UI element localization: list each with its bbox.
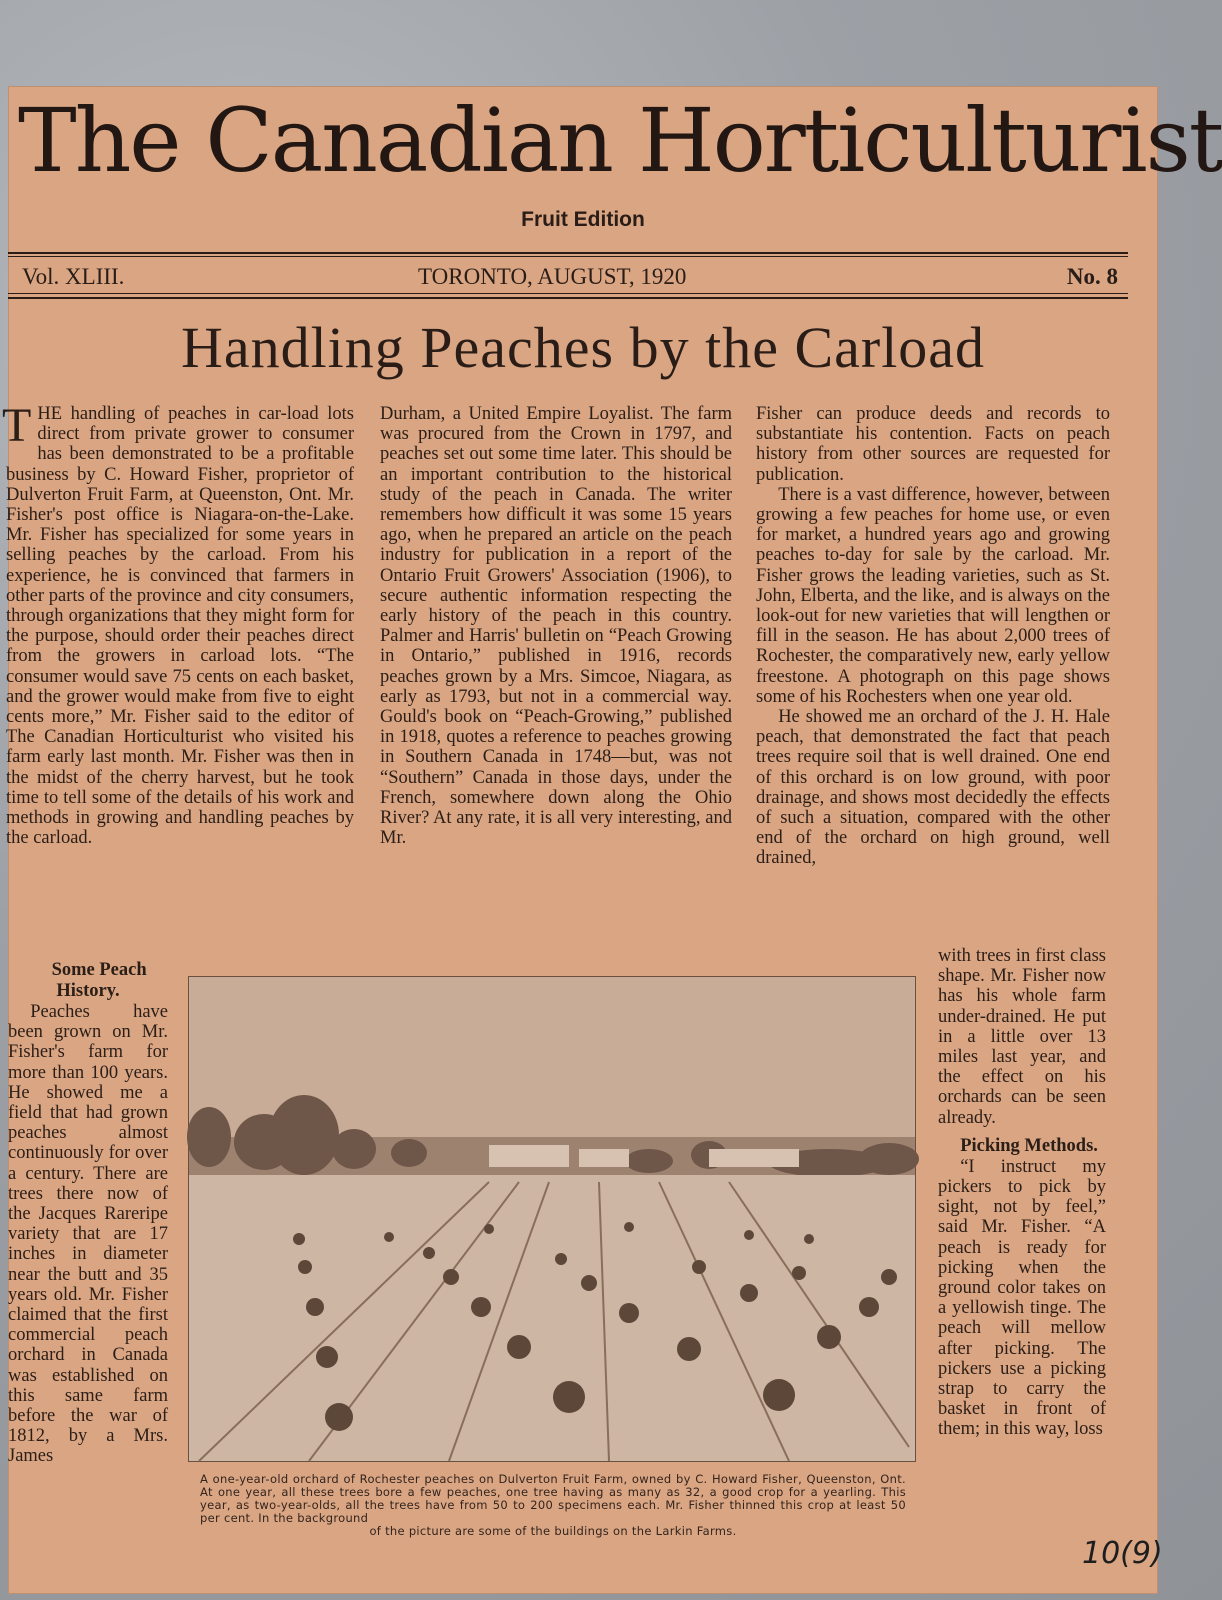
- rule-top: [8, 252, 1128, 254]
- rule-bottom-thin: [8, 293, 1128, 294]
- col3b-para-2: “I instruct my pickers to pick by sight, not by feel,” said Mr. Fisher. “A peach is ready for picking when the ground color takes on a yellowish tinge. The peach will mellow after picking. The pickers use a picking strap to carry the basket in front of them; in this way, loss: [938, 1156, 1106, 1440]
- col3-para-1: Fisher can produce deeds and records to substantiate his contention. Facts on peach history from other sources are requested for publication.: [756, 404, 1110, 485]
- col2-para-1: Durham, a United Empire Loyalist. The farm was procured from the Crown in 1797, and peaches set out some time later. This should be an important contribution to the historical study of the peach in Canada. The writer remembers how difficult it was some 15 years ago, when he prepared an article on the peach industry for publication in a report of the Ontario Fruit Growers' Association (1906), to secure authentic information respecting the early history of the peach in this country. Palmer and Harris' bulletin on “Peach Growing in Ontario,” published in 1916, records peaches grown by a Mrs. Simcoe, Niagara, as early as 1793, but not in a commercial way. Gould's book on “Peach-Growing,” published in 1918, quotes a reference to peaches growing in Southern Canada in 1748—but, was not “Southern” Canada in those days, under the French, somewhere down along the Ohio River? At any rate, it is all very interesting, and Mr.: [380, 404, 732, 849]
- photo-caption: [200, 1473, 906, 1538]
- col1-text: HE handling of peaches in car-load lots direct from private grower to consumer has been demonstrated to be a profitable business by C. Howard Fisher, proprietor of Dulverton Fruit Farm, at Queenston, Ont. Mr. Fisher's post office is Niagara-on-the-Lake. Mr. Fisher has specialized for some years in selling peaches by the carload. From his experience, he is convinced that farmers in other parts of the province and city consumers, through organizations that they might form for the purpose, should order their peaches direct from the growers in carload lots. “The consumer would save 75 cents on each basket, and the grower would make from five to eight cents more,” Mr. Fisher said to the editor of The Canadian Horticulturist who visited his farm early last month. Mr. Fisher was then in the midst of the cherry harvest, but he took time to tell some of the details of his work and methods in growing and handling peaches by the carload.: [6, 404, 354, 849]
- edition-label: Fruit Edition: [521, 208, 645, 231]
- issue-number: No. 8: [1066, 264, 1118, 289]
- col1b-para-1: Peaches have been grown on Mr. Fisher's farm for more than 100 years. He showed me a field that had grown peaches almost continuously for over a century. There are trees there now of the Jacques Rareripe variety that are 17 inches in diameter near the butt and 35 years old. Mr. Fisher claimed that the first commercial peach orchard in Canada was established on this same farm before the war of 1812, by a Mrs. James: [8, 1002, 168, 1467]
- subhead-peach-history: Some Peach History.: [51, 960, 147, 1001]
- orchard-illustration: [189, 977, 915, 1461]
- newspaper-clipping: [2, 86, 1222, 1594]
- column-3-lower: [938, 946, 1106, 1440]
- article-headline: Handling Peaches by the Carload: [180, 315, 986, 380]
- orchard-photograph: [188, 976, 916, 1462]
- pencil-annotation: 10(9): [1082, 1536, 1163, 1571]
- col3-para-2: There is a vast difference, however, between growing a few peaches for home use, or even for market, a hundred years ago and growing peaches to-day for sale by the carload. Mr. Fisher grows the leading varieties, such as St. John, Elberta, and the like, and is always on the look-out for new varieties that will lengthen or fill in the season. He has about 2,000 trees of Rochester, the comparatively new, early yellow freestone. A photograph on this page shows some of his Rochesters when one year old.: [756, 484, 1110, 707]
- place-date: TORONTO, AUGUST, 1920: [418, 264, 687, 289]
- col3-para-3: He showed me an orchard of the J. H. Hale peach, that demonstrated the fact that peach trees require soil that is well drained. One end of this orchard is on low ground, with poor drainage, and shows most decidedly the effects of such a situation, compared with the other end of the orchard on high ground, well drained,: [756, 707, 1110, 869]
- volume-label: Vol. XLIII.: [22, 264, 125, 289]
- column-2: [380, 404, 732, 848]
- rule-bottom: [8, 297, 1128, 299]
- issue-line: [8, 262, 1128, 292]
- masthead-title: The Canadian Horticulturist: [18, 89, 1222, 192]
- caption-main: A one-year-old orchard of Rochester peaches on Dulverton Fruit Farm, owned by C. Howard Fisher, Queenston, Ont. At one year, all these trees bore a few peaches, one tree having as many as 32, a good crop for a yearling. This year, as two-year-olds, all the trees have from 50 to 200 specimens each. Mr. Fisher thinned this crop at least 50 per cent. In the background: [200, 1472, 906, 1525]
- column-1-lower: [8, 960, 168, 1467]
- drop-cap: T: [2, 399, 32, 452]
- caption-last-line: of the picture are some of the buildings on the Larkin Farms.: [369, 1524, 737, 1538]
- col1-para-1: [2, 399, 354, 849]
- column-3: [756, 404, 1110, 869]
- column-1: [2, 399, 354, 849]
- col3b-para-1: with trees in first class shape. Mr. Fisher now has his whole farm under-drained. He put in a little over 13 miles last year, and the effect on his orchards can be seen already.: [938, 946, 1106, 1128]
- subhead-picking-methods: Picking Methods.: [960, 1135, 1098, 1156]
- rule-top-thin: [8, 256, 1128, 257]
